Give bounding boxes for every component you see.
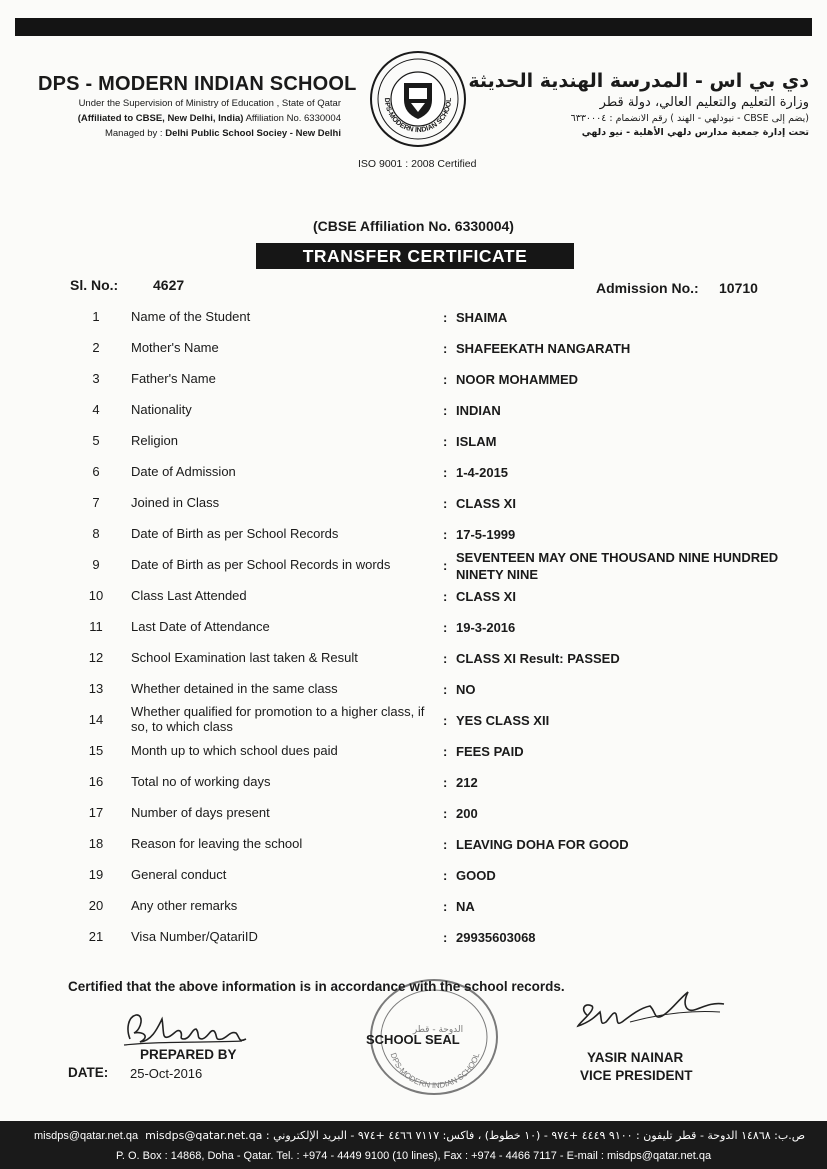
row-number: 19 bbox=[88, 867, 104, 882]
row-number: 7 bbox=[92, 495, 100, 510]
field-value: CLASS XI bbox=[456, 589, 516, 604]
field-value: 19-3-2016 bbox=[456, 620, 516, 635]
field-colon: : bbox=[443, 837, 448, 852]
field-colon: : bbox=[443, 744, 448, 759]
affiliated-text: (Affiliated to CBSE, New Delhi, India) bbox=[77, 113, 244, 124]
field-colon: : bbox=[443, 434, 448, 449]
field-row bbox=[0, 829, 827, 857]
school-name-english: DPS - MODERN INDIAN SCHOOL bbox=[38, 73, 357, 95]
field-colon: : bbox=[443, 930, 448, 945]
affiliation-line bbox=[78, 113, 341, 124]
row-number: 17 bbox=[88, 805, 104, 820]
field-colon: : bbox=[443, 775, 448, 790]
field-colon: : bbox=[443, 558, 448, 573]
field-label: Date of Admission bbox=[131, 464, 236, 479]
field-colon: : bbox=[443, 651, 448, 666]
affiliation-arabic: (يضم إلى CBSE - نيودلهي - الهند ) رقم الانضمام : ٦٣٣٠٠٠٤ bbox=[570, 113, 809, 124]
field-row bbox=[0, 767, 827, 795]
ministry-arabic: وزارة التعليم والتعليم العالي، دولة قطر bbox=[599, 95, 809, 110]
certification-statement: Certified that the above information is in accordance with the school records. bbox=[68, 979, 565, 994]
seal-city-arabic: الدوحة - قطر bbox=[412, 1025, 464, 1035]
field-colon: : bbox=[443, 372, 448, 387]
field-label: Last Date of Attendance bbox=[131, 619, 270, 634]
field-label: Visa Number/QatariID bbox=[131, 929, 258, 944]
field-colon: : bbox=[443, 620, 448, 635]
field-label: Religion bbox=[131, 433, 178, 448]
field-value: ISLAM bbox=[456, 434, 497, 449]
field-row bbox=[0, 798, 827, 826]
field-label: Date of Birth as per School Records bbox=[131, 526, 339, 541]
row-number: 13 bbox=[88, 681, 104, 696]
field-label: Joined in Class bbox=[131, 495, 220, 510]
managed-by-line bbox=[105, 128, 341, 139]
row-number: 14 bbox=[88, 712, 104, 727]
field-colon: : bbox=[443, 527, 448, 542]
logo-text: DPS-MODERN INDIAN SCHOOL bbox=[382, 97, 454, 135]
field-colon: : bbox=[443, 589, 448, 604]
field-row bbox=[0, 891, 827, 919]
admission-number-value: 10710 bbox=[719, 280, 758, 296]
field-row bbox=[0, 426, 827, 454]
school-name-arabic: دي بي اس - المدرسة الهندية الحديثة bbox=[468, 70, 809, 92]
field-value: NOOR MOHAMMED bbox=[456, 372, 579, 387]
row-number: 16 bbox=[88, 774, 104, 789]
field-value: SHAIMA bbox=[456, 310, 508, 325]
row-number: 8 bbox=[92, 526, 100, 541]
cbse-affiliation-heading: (CBSE Affiliation No. 6330004) bbox=[313, 218, 514, 234]
managed-by-value: Delhi Public School Sociey - New Delhi bbox=[165, 128, 341, 139]
field-colon: : bbox=[443, 806, 448, 821]
row-number: 21 bbox=[88, 929, 104, 944]
field-value: 200 bbox=[456, 806, 478, 821]
field-row bbox=[0, 488, 827, 516]
field-label: School Examination last taken & Result bbox=[131, 650, 358, 665]
field-value: SEVENTEEN MAY ONE THOUSAND NINE HUNDRED NINETY NINE bbox=[456, 550, 779, 582]
field-colon: : bbox=[443, 682, 448, 697]
field-label: Nationality bbox=[131, 402, 192, 417]
field-label: General conduct bbox=[131, 867, 227, 882]
row-number: 20 bbox=[88, 898, 104, 913]
row-number: 9 bbox=[92, 557, 100, 572]
field-row bbox=[0, 736, 827, 764]
iso-certification: ISO 9001 : 2008 Certified bbox=[358, 158, 477, 170]
vice-president-name: YASIR NAINAR bbox=[587, 1050, 684, 1065]
field-label: Class Last Attended bbox=[131, 588, 247, 603]
field-row bbox=[0, 612, 827, 640]
field-label: Whether qualified for promotion to a higher class, if so, to which class bbox=[131, 704, 425, 734]
prepared-by-label: PREPARED BY bbox=[140, 1047, 237, 1062]
row-number: 12 bbox=[88, 650, 104, 665]
field-value: 29935603068 bbox=[456, 930, 536, 945]
field-row bbox=[0, 922, 827, 950]
school-seal-label: SCHOOL SEAL bbox=[366, 1032, 460, 1047]
field-colon: : bbox=[443, 465, 448, 480]
serial-number-label: Sl. No.: bbox=[70, 277, 119, 293]
field-colon: : bbox=[443, 868, 448, 883]
managed-by-arabic: تحت إدارة جمعية مدارس دلهي الأهلية - نيو دلهي bbox=[581, 127, 809, 138]
date-label: DATE: bbox=[68, 1065, 109, 1080]
footer-bar bbox=[0, 1121, 827, 1169]
field-label: Total no of working days bbox=[131, 774, 271, 789]
field-row bbox=[0, 457, 827, 485]
field-label: Father's Name bbox=[131, 371, 216, 386]
field-label: Month up to which school dues paid bbox=[131, 743, 338, 758]
field-row bbox=[0, 674, 827, 702]
field-colon: : bbox=[443, 341, 448, 356]
field-label: Reason for leaving the school bbox=[131, 836, 303, 851]
field-row bbox=[0, 519, 827, 547]
vice-president-title: VICE PRESIDENT bbox=[580, 1068, 693, 1083]
row-number: 5 bbox=[92, 433, 100, 448]
row-number: 15 bbox=[88, 743, 104, 758]
field-value: NA bbox=[456, 899, 475, 914]
footer-arabic-contact: ص.ب: ١٤٨٦٨ الدوحة - قطر تليفون : ٩١٠٠ ٤٤٤٩ +٩٧٤ - (١٠ خطوط) ، فاكس: ٧١١٧ ٤٤٦٦ +٩٧٤ - البريد الإلكتروني : misdps@qatar.net.qa bbox=[145, 1129, 805, 1142]
row-number: 6 bbox=[92, 464, 100, 479]
field-colon: : bbox=[443, 310, 448, 325]
field-value: NO bbox=[456, 682, 476, 697]
row-number: 3 bbox=[92, 371, 100, 386]
managed-by-label: Managed by : bbox=[104, 128, 166, 139]
footer-address: P. O. Box : 14868, Doha - Qatar. Tel. : +974 - 4449 9100 (10 lines), Fax : +974 - 4466 7117 - E-mail : misdps@qatar.net.qa bbox=[115, 1150, 712, 1162]
field-row bbox=[0, 860, 827, 888]
field-row bbox=[0, 705, 827, 733]
field-label: Date of Birth as per School Records in words bbox=[131, 557, 391, 572]
field-value: CLASS XI Result: PASSED bbox=[456, 651, 620, 666]
affiliation-number-text: Affiliation No. 6330004 bbox=[243, 113, 341, 124]
field-colon: : bbox=[443, 713, 448, 728]
row-number: 10 bbox=[88, 588, 104, 603]
row-number: 1 bbox=[92, 309, 100, 324]
field-value: LEAVING DOHA FOR GOOD bbox=[456, 837, 629, 852]
field-value: 1-4-2015 bbox=[456, 465, 509, 480]
field-label: Any other remarks bbox=[131, 898, 238, 913]
row-number: 18 bbox=[88, 836, 104, 851]
field-label: Number of days present bbox=[131, 805, 270, 820]
row-number: 11 bbox=[89, 619, 103, 634]
field-value: GOOD bbox=[456, 868, 496, 883]
field-row bbox=[0, 581, 827, 609]
field-value: INDIAN bbox=[456, 403, 501, 418]
field-colon: : bbox=[443, 403, 448, 418]
field-colon: : bbox=[443, 496, 448, 511]
admission-number-label: Admission No.: bbox=[596, 280, 699, 296]
certificate-title: TRANSFER CERTIFICATE bbox=[256, 243, 574, 269]
field-value: 17-5-1999 bbox=[456, 527, 516, 542]
row-number: 2 bbox=[92, 340, 100, 355]
field-value: CLASS XI bbox=[456, 496, 516, 511]
school-logo-emblem bbox=[369, 50, 467, 148]
field-row bbox=[0, 550, 827, 582]
field-colon: : bbox=[443, 899, 448, 914]
field-row bbox=[0, 333, 827, 361]
field-value: YES CLASS XII bbox=[456, 713, 550, 728]
row-number: 4 bbox=[92, 402, 100, 417]
field-row bbox=[0, 302, 827, 330]
preparer-signature bbox=[122, 1005, 257, 1050]
top-border-bar bbox=[15, 18, 812, 36]
field-label: Whether detained in the same class bbox=[131, 681, 338, 696]
field-label: Mother's Name bbox=[131, 340, 219, 355]
field-value: FEES PAID bbox=[456, 744, 524, 759]
serial-number-value: 4627 bbox=[153, 277, 185, 293]
footer-email: misdps@qatar.net.qa bbox=[34, 1130, 139, 1142]
date-value: 25-Oct-2016 bbox=[130, 1066, 203, 1081]
field-row bbox=[0, 643, 827, 671]
vice-president-signature bbox=[570, 982, 730, 1042]
supervision-line: Under the Supervision of Ministry of Education , State of Qatar bbox=[78, 98, 341, 109]
seal-text: DPS-MODERN INDIAN SCHOOL bbox=[388, 1051, 482, 1091]
field-row bbox=[0, 395, 827, 423]
field-label: Name of the Student bbox=[131, 309, 251, 324]
field-value: SHAFEEKATH NANGARATH bbox=[456, 341, 631, 356]
field-row bbox=[0, 364, 827, 392]
field-value: 212 bbox=[456, 775, 478, 790]
